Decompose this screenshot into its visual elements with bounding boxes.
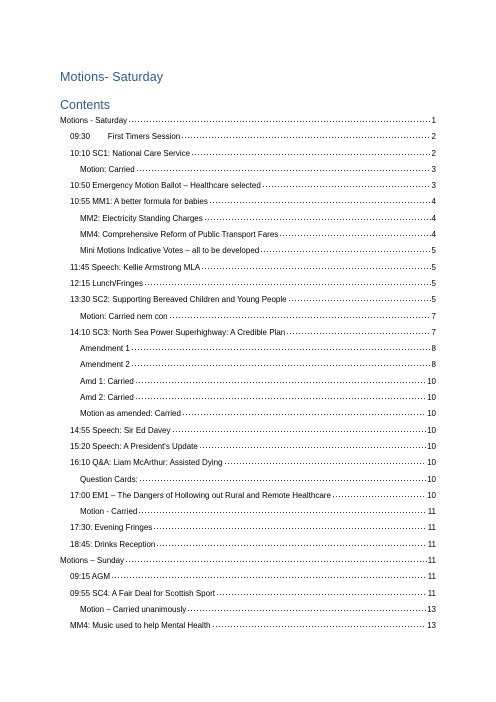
toc-dot-leader [131, 341, 431, 351]
toc-entry-label[interactable]: 18:45: Drinks Reception [70, 539, 156, 549]
toc-entry[interactable] [60, 194, 436, 210]
toc-entry[interactable] [60, 162, 436, 178]
toc-entry[interactable] [60, 129, 436, 145]
toc-page-number[interactable]: 5 [431, 262, 436, 272]
toc-dot-leader [144, 276, 431, 286]
toc-entry[interactable] [60, 406, 436, 422]
toc-dot-leader [131, 357, 431, 367]
toc-page-number[interactable]: 7 [431, 327, 436, 337]
toc-page-number[interactable]: 2 [431, 148, 436, 158]
toc-page-number[interactable]: 5 [431, 295, 436, 305]
toc-page-number[interactable]: 2 [431, 132, 436, 142]
toc-page-number[interactable]: 11 [427, 556, 436, 566]
toc-entry-label[interactable]: MM4: Comprehensive Reform of Public Transport Fares [80, 230, 279, 240]
toc-page-number[interactable]: 1 [431, 116, 436, 125]
toc-entry[interactable] [60, 260, 436, 276]
toc-entry[interactable] [60, 341, 436, 357]
toc-page-number[interactable]: 10 [427, 409, 436, 419]
toc-entry-label[interactable]: 10:55 MM1: A better formula for babies [70, 197, 208, 207]
toc-page-number[interactable]: 8 [431, 344, 436, 354]
toc-entry-label[interactable]: Amd 2: Carried [80, 393, 134, 403]
toc-dot-leader [201, 260, 430, 270]
toc-entry[interactable] [60, 553, 436, 569]
toc-entry[interactable] [60, 211, 436, 227]
toc-page-number[interactable]: 8 [431, 360, 436, 370]
toc-entry-label[interactable]: Motion - Carried [80, 507, 138, 517]
toc-entry-label[interactable]: 09:30 First Timers Session [70, 132, 181, 142]
toc-entry-label[interactable]: Question Cards: [80, 474, 138, 484]
toc-entry[interactable] [60, 618, 436, 634]
toc-page-number[interactable]: 10 [427, 425, 436, 435]
toc-entry[interactable] [60, 520, 436, 536]
toc-entry-label[interactable]: 14:55 Speech: Sir Ed Davey [70, 425, 171, 435]
toc-entry[interactable] [60, 439, 436, 455]
toc-dot-leader [169, 309, 431, 319]
toc-entry-label[interactable]: 14:10 SC3: North Sea Power Superhighway: A Credible Plan [70, 327, 286, 337]
toc-dot-leader [332, 488, 426, 498]
toc-page-number[interactable]: 4 [431, 230, 436, 240]
toc-entry[interactable] [60, 488, 436, 504]
toc-entry[interactable] [60, 374, 436, 390]
toc-entry[interactable] [60, 276, 436, 292]
toc-entry[interactable] [60, 390, 436, 406]
toc-entry[interactable] [60, 423, 436, 439]
toc-page-number[interactable]: 7 [431, 311, 436, 321]
toc-entry-label[interactable]: Amd 1: Carried [80, 376, 134, 386]
toc-entry-label[interactable]: 16:10 Q&A: Liam McArthur: Assisted Dying [70, 458, 223, 468]
toc-dot-leader [128, 113, 430, 123]
toc-dot-leader [204, 211, 431, 221]
toc-entry[interactable] [60, 357, 436, 373]
toc-entry-label[interactable]: 13:30 SC2: Supporting Bereaved Children and Young People [70, 295, 287, 305]
toc-dot-leader [216, 586, 427, 596]
toc-page-number[interactable]: 3 [431, 181, 436, 191]
toc-dot-leader [181, 129, 430, 139]
toc-page-number[interactable]: 4 [431, 213, 436, 223]
toc-page-number[interactable]: 4 [431, 197, 436, 207]
toc-page-number[interactable]: 11 [427, 523, 436, 533]
toc-dot-leader [135, 390, 426, 400]
toc-page-number[interactable]: 10 [427, 490, 436, 500]
toc-page-number[interactable]: 10 [427, 376, 436, 386]
toc-entry-label[interactable]: Motions - Saturday [60, 116, 128, 125]
toc-dot-leader [279, 227, 430, 237]
toc-page-number[interactable]: 11 [427, 588, 436, 598]
toc-dot-leader [191, 146, 430, 156]
toc-page-number[interactable]: 13 [427, 604, 436, 614]
toc-entry-label[interactable]: 09:15 AGM [70, 572, 111, 582]
toc-entry[interactable] [60, 537, 436, 553]
toc-entry-label[interactable]: Amendment 1 [80, 344, 130, 354]
toc-page-number[interactable]: 5 [431, 278, 436, 288]
toc-entry-label[interactable]: Motion as amended: Carried [80, 409, 181, 419]
toc-dot-leader [172, 423, 427, 433]
toc-entry[interactable] [60, 292, 436, 308]
toc-dot-leader [138, 504, 426, 514]
toc-dot-leader [288, 292, 431, 302]
toc-dot-leader [286, 325, 430, 335]
toc-entry-label[interactable]: 09:55 SC4: A Fair Deal for Scottish Sport [70, 588, 215, 598]
toc-dot-leader [212, 618, 427, 628]
toc-entry-label[interactable]: 10:10 SC1: National Care Service [70, 148, 191, 158]
toc-dot-leader [139, 472, 426, 482]
toc-dot-leader [111, 569, 427, 579]
toc-dot-leader [187, 602, 426, 612]
toc-entry-label[interactable]: Mini Motions Indicative Votes – all to be developed [80, 246, 260, 256]
toc-page-number[interactable]: 11 [427, 507, 436, 517]
toc-page-number[interactable]: 10 [427, 393, 436, 403]
toc-entry[interactable] [60, 602, 436, 618]
toc-page-number[interactable]: 10 [427, 441, 436, 451]
document-title: Motions- Saturday [60, 70, 164, 84]
toc-entry[interactable] [60, 243, 436, 259]
toc-page-number[interactable]: 10 [427, 458, 436, 468]
toc-entry-label[interactable]: Motion: Carried [80, 164, 135, 174]
toc-page-number[interactable]: 11 [427, 539, 436, 549]
toc-entry[interactable] [60, 227, 436, 243]
toc-entry[interactable] [60, 113, 436, 129]
toc-entry-label[interactable]: Motions – Sunday [60, 556, 125, 566]
toc-entry[interactable] [60, 325, 436, 341]
toc-entry[interactable] [60, 455, 436, 471]
toc-entry[interactable] [60, 146, 436, 162]
toc-entry-label[interactable]: 17:00 EM1 – The Dangers of Hollowing out Rural and Remote Healthcare [70, 490, 331, 500]
toc-entry-label[interactable]: Motion: Carried nem con [80, 311, 168, 321]
toc-page-number[interactable]: 3 [431, 164, 436, 174]
toc-entry-label[interactable]: 17:30: Evening Fringes [70, 523, 153, 533]
toc-entry-label[interactable]: Amendment 2 [80, 360, 130, 370]
toc-entry-label[interactable]: Motion – Carried unanimously [80, 604, 187, 614]
toc-dot-leader [125, 553, 427, 563]
toc-page-number[interactable]: 10 [427, 474, 436, 484]
toc-heading: Contents [60, 98, 111, 112]
toc-entry-label[interactable]: 10:50 Emergency Motion Ballot – Healthcare selected [70, 181, 261, 191]
toc-dot-leader [209, 194, 431, 204]
toc-entry[interactable] [60, 586, 436, 602]
toc-page-number[interactable]: 5 [431, 246, 436, 256]
toc-dot-leader [262, 178, 431, 188]
toc-entry[interactable] [60, 472, 436, 488]
toc-page-number[interactable]: 11 [427, 572, 436, 582]
table-of-contents [60, 113, 436, 635]
toc-entry[interactable] [60, 309, 436, 325]
toc-dot-leader [224, 455, 427, 465]
toc-dot-leader [135, 374, 426, 384]
toc-entry-label[interactable]: 15:20 Speech: A President's Update [70, 441, 198, 451]
toc-entry[interactable] [60, 569, 436, 585]
toc-dot-leader [260, 243, 430, 253]
toc-entry-label[interactable]: 12:15 Lunch/Fringes [70, 278, 143, 288]
toc-dot-leader [136, 162, 431, 172]
toc-dot-leader [153, 520, 426, 530]
toc-page-number[interactable]: 13 [427, 621, 436, 631]
toc-entry[interactable] [60, 178, 436, 194]
toc-dot-leader [156, 537, 426, 547]
toc-entry-label[interactable]: MM2: Electricity Standing Charges [80, 213, 203, 223]
toc-entry[interactable] [60, 504, 436, 520]
toc-dot-leader [182, 406, 426, 416]
toc-entry-label[interactable]: 11:45 Speech: Kellie Armstrong MLA [70, 262, 201, 272]
toc-dot-leader [199, 439, 426, 449]
toc-entry-label[interactable]: MM4: Music used to help Mental Health [70, 621, 211, 631]
